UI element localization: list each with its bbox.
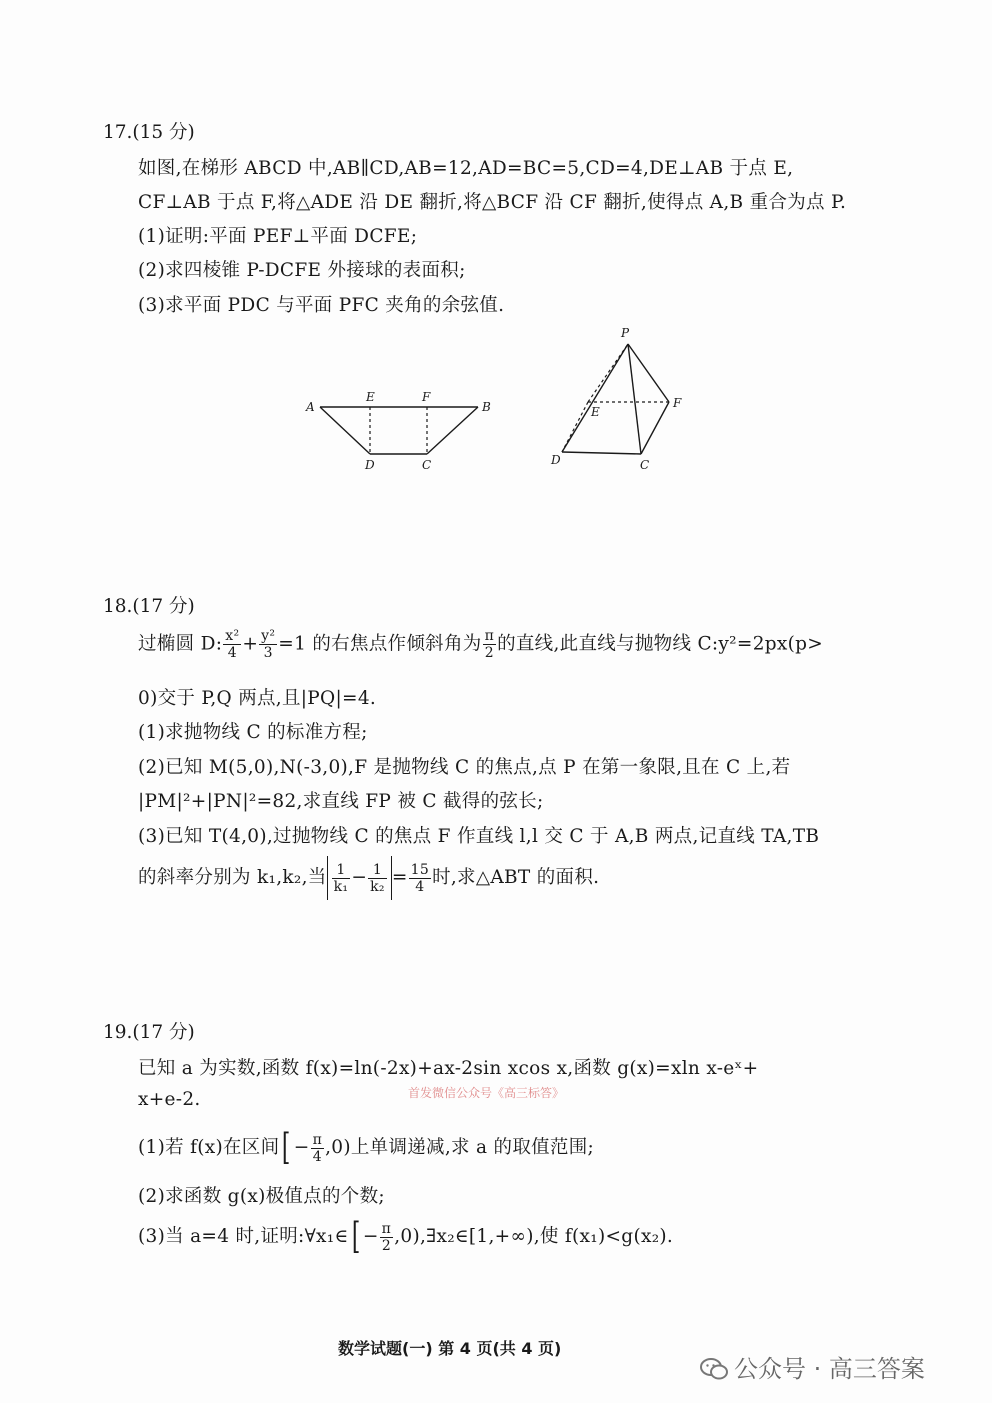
minus-sign: − xyxy=(362,1226,379,1247)
q18-l7-text-b: 时,求△ABT 的面积. xyxy=(432,867,600,888)
frac-num: 1 xyxy=(332,862,351,879)
brand-mark xyxy=(700,1349,925,1384)
q19-l5-text-b: ,0),∃x₂∈[1,+∞),使 f(x₁)<g(x₂). xyxy=(394,1226,674,1247)
trapezoid-figure xyxy=(300,385,500,475)
label-p: P xyxy=(621,326,630,340)
frac-num: 15 xyxy=(410,861,430,878)
label-b: B xyxy=(482,400,491,414)
plus-sign: + xyxy=(242,633,259,655)
wechat-icon xyxy=(700,1358,728,1380)
q17-line-5: (3)求平面 PDC 与平面 PFC 夹角的余弦值. xyxy=(138,295,505,316)
q19-header: 19.(17 分) xyxy=(103,1022,195,1043)
frac-num: y² xyxy=(261,628,276,644)
label-e2: E xyxy=(591,405,600,419)
q18-line-5: |PM|²+|PN|²=82,求直线 FP 被 C 截得的弦长; xyxy=(138,791,544,812)
frac-num: 1 xyxy=(368,862,387,879)
equals-sign: = xyxy=(391,867,408,888)
q17-line-2: CF⊥AB 于点 F,将△ADE 沿 DE 翻折,将△BCF 沿 CF 翻折,使得点 A,B 重合为点 P. xyxy=(138,192,847,213)
frac-den: 4 xyxy=(227,645,237,661)
label-d2: D xyxy=(551,453,561,467)
label-e: E xyxy=(366,390,375,404)
q18-line-4: (2)已知 M(5,0),N(-3,0),F 是抛物线 C 的焦点,点 P 在第一象限,且在 C 上,若 xyxy=(138,757,791,778)
fraction-15-4 xyxy=(409,862,431,895)
q19-line-4: (2)求函数 g(x)极值点的个数; xyxy=(138,1186,385,1207)
frac-num: x² xyxy=(225,628,240,644)
brand-text: 公众号 · 高三答案 xyxy=(734,1355,925,1383)
q19-l3-text-b: ,0)上单调递减,求 a 的取值范围; xyxy=(325,1137,595,1158)
label-f2: F xyxy=(673,396,682,410)
fraction-pi-2 xyxy=(483,628,497,661)
fraction-1-k2 xyxy=(368,862,387,895)
q17-line-4: (2)求四棱锥 P-DCFE 外接球的表面积; xyxy=(138,260,466,281)
frac-den: k₁ xyxy=(333,878,349,895)
frac-den: 4 xyxy=(415,878,425,895)
pyramid-figure xyxy=(545,322,695,477)
frac-den: 2 xyxy=(484,645,494,661)
q18-l1-text-a: 过椭圆 D: xyxy=(138,633,223,655)
q19-line-3 xyxy=(138,1128,594,1168)
watermark-text: 首发微信公众号《高三标答》 xyxy=(408,1086,565,1100)
label-c2: C xyxy=(640,458,650,472)
q19-line-2: x+e-2. xyxy=(138,1089,201,1110)
label-a: A xyxy=(306,400,315,414)
page-footer: 数学试题(一) 第 4 页(共 4 页) xyxy=(338,1339,562,1358)
q18-line-1 xyxy=(138,628,823,661)
frac-num: π xyxy=(312,1131,323,1148)
fraction-pi-4 xyxy=(311,1132,325,1165)
label-d: D xyxy=(365,458,375,472)
q19-line-1: 已知 a 为实数,函数 f(x)=ln(-2x)+ax-2sin xcos x,函数 g(x)=xln x-eˣ+ xyxy=(138,1058,759,1079)
label-f: F xyxy=(422,390,431,404)
q19-l3-text-a: (1)若 f(x)在区间 xyxy=(138,1137,280,1158)
q19-line-5 xyxy=(138,1217,673,1257)
left-bracket: [ xyxy=(351,1216,360,1257)
fraction-pi-2b xyxy=(380,1221,394,1254)
q19-l5-text-a: (3)当 a=4 时,证明:∀x₁∈ xyxy=(138,1226,349,1247)
q17-header: 17.(15 分) xyxy=(103,122,195,143)
q18-line-2: 0)交于 P,Q 两点,且|PQ|=4. xyxy=(138,688,377,709)
frac-den: 2 xyxy=(381,1237,392,1254)
q18-header: 18.(17 分) xyxy=(103,596,195,617)
fraction-x2-4 xyxy=(223,628,241,661)
q18-line-7 xyxy=(138,856,599,900)
minus-sign: − xyxy=(293,1137,310,1158)
minus-sign: − xyxy=(351,867,368,888)
q18-line-3: (1)求抛物线 C 的标准方程; xyxy=(138,722,368,743)
q18-l7-text-a: 的斜率分别为 k₁,k₂,当 xyxy=(138,867,327,888)
absolute-value xyxy=(327,856,392,900)
left-bracket: [ xyxy=(282,1127,291,1168)
frac-num: π xyxy=(484,628,495,644)
q18-l1-text-g: =1 的右焦点作倾斜角为 xyxy=(278,633,482,655)
fraction-1-k1 xyxy=(332,862,351,895)
frac-den: 4 xyxy=(312,1148,322,1165)
frac-den: 3 xyxy=(263,645,273,661)
q18-l1-text-j: 的直线,此直线与抛物线 C:y²=2px(p> xyxy=(497,633,824,655)
frac-num: π xyxy=(381,1220,392,1237)
q17-line-1: 如图,在梯形 ABCD 中,AB∥CD,AB=12,AD=BC=5,CD=4,DE⊥AB 于点 E, xyxy=(138,158,794,179)
q18-line-6: (3)已知 T(4,0),过抛物线 C 的焦点 F 作直线 l,l 交 C 于 A,B 两点,记直线 TA,TB xyxy=(138,826,820,847)
frac-den: k₂ xyxy=(370,878,385,895)
fraction-y2-3 xyxy=(259,628,277,661)
q17-line-3: (1)证明:平面 PEF⊥平面 DCFE; xyxy=(138,226,418,247)
label-c: C xyxy=(422,458,432,472)
